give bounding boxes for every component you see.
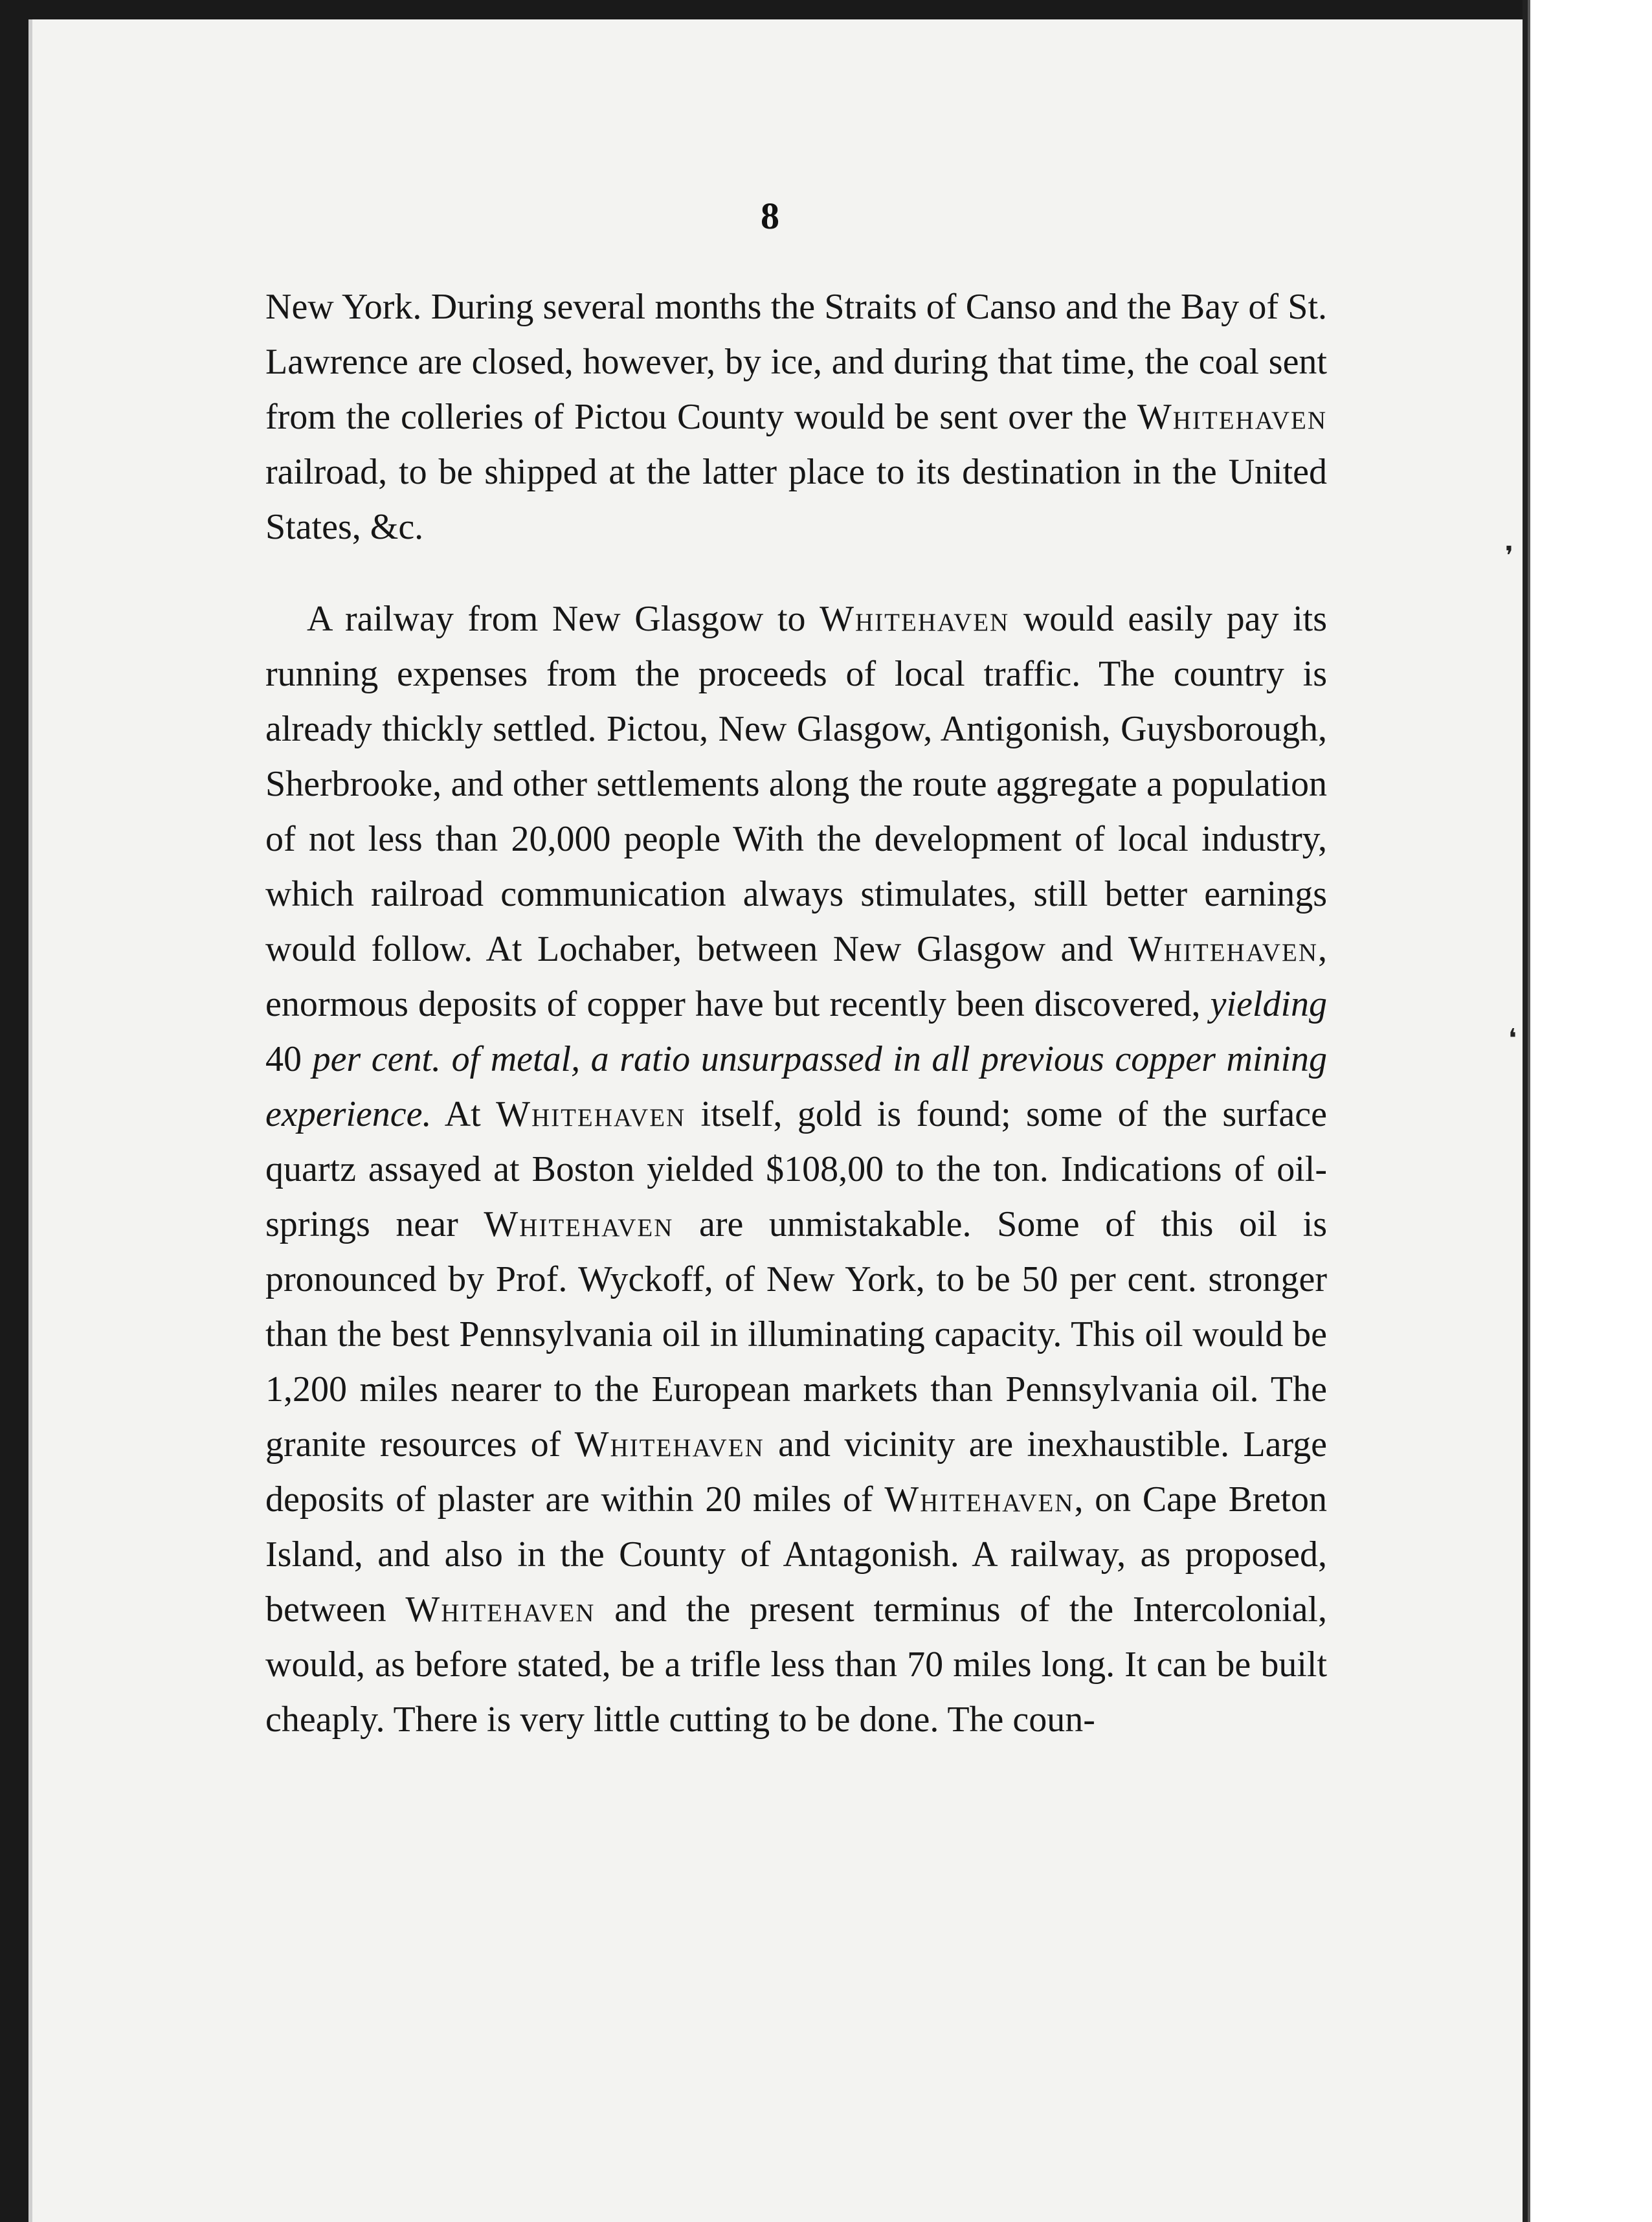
place-name-whitehaven: Whitehaven [1137, 397, 1327, 437]
place-name-whitehaven: Whitehaven [484, 1204, 674, 1244]
place-name-whitehaven: Whitehaven [1128, 929, 1318, 969]
scan-right-margin [1530, 0, 1652, 2222]
ink-speck: ❛ [1508, 1024, 1517, 1053]
paragraph-2-text: A railway from New Glasgow to [307, 599, 820, 639]
paragraph-2-text: , enormous deposits of copper have but recently been discovered, [265, 929, 1327, 1024]
paragraph-2-text: would easily pay its running expenses from the proceeds of local traffic. The country is already thickly settled. Pictou, New Glasgow, Antigonish, Guysborough, Sherbrooke, and other settlements along the route aggregate a population of not less than 20,000 people With the development of local industry, which railroad communication always stimulates, still better earnings would follow. At Lochaber, between New Glasgow and [265, 599, 1327, 969]
scan-top-edge [0, 0, 1652, 19]
paragraph-2-text: itself, gold is found; some of the surface quartz assayed at Boston yielded $108,00 to the ton. Indications of oil-springs near [265, 1094, 1327, 1244]
paragraph-1-text-b: railroad, to be shipped at the latter place to its destination in the United States, &c. [265, 452, 1327, 547]
paragraph-1 [265, 280, 1327, 555]
italic-text: per cent. of metal, a ratio unsurpassed in all previous copper mining experience. [265, 1039, 1328, 1134]
ink-speck: ❜ [1505, 541, 1513, 570]
paragraph-2-text: 40 [265, 1039, 313, 1079]
paragraph-2-text: are unmistakable. Some of this oil is pronounced by Prof. Wyckoff, of New York, to be 50 per cent. stronger than the best Pennsylvania oil in illuminating capacity. This oil would be 1,200 miles nearer to the European markets than Pennsylvania oil. The granite resources of [265, 1204, 1327, 1464]
paragraph-2-text: , on Cape Breton Island, and also in the County of Antagonish. A railway, as proposed, between [265, 1479, 1327, 1630]
place-name-whitehaven: Whitehaven [884, 1479, 1075, 1520]
place-name-whitehaven: Whitehaven [820, 599, 1010, 639]
paragraph-2-text: and vicinity are inexhaustible. Large deposits of plaster are within 20 miles of [265, 1424, 1328, 1520]
italic-text: yielding [1210, 984, 1327, 1024]
place-name-whitehaven: Whitehaven [574, 1424, 765, 1464]
place-name-whitehaven: Whitehaven [405, 1589, 596, 1630]
paragraph-2-text: At [431, 1094, 497, 1134]
page-number: 8 [761, 195, 779, 237]
place-name-whitehaven: Whitehaven [496, 1094, 686, 1134]
paragraph-2 [265, 592, 1327, 1747]
paragraph-1-text-a: New York. During several months the Straits of Canso and the Bay of St. Lawrence are closed, however, by ice, and during that time, the coal sent from the colleries of Pictou County would be sent over the [265, 287, 1327, 437]
paragraph-2-text: and the present terminus of the Intercolonial, would, as before stated, be a trifle less than 70 miles long. It can be built cheaply. There is very little cutting to be done. The coun- [265, 1589, 1327, 1740]
